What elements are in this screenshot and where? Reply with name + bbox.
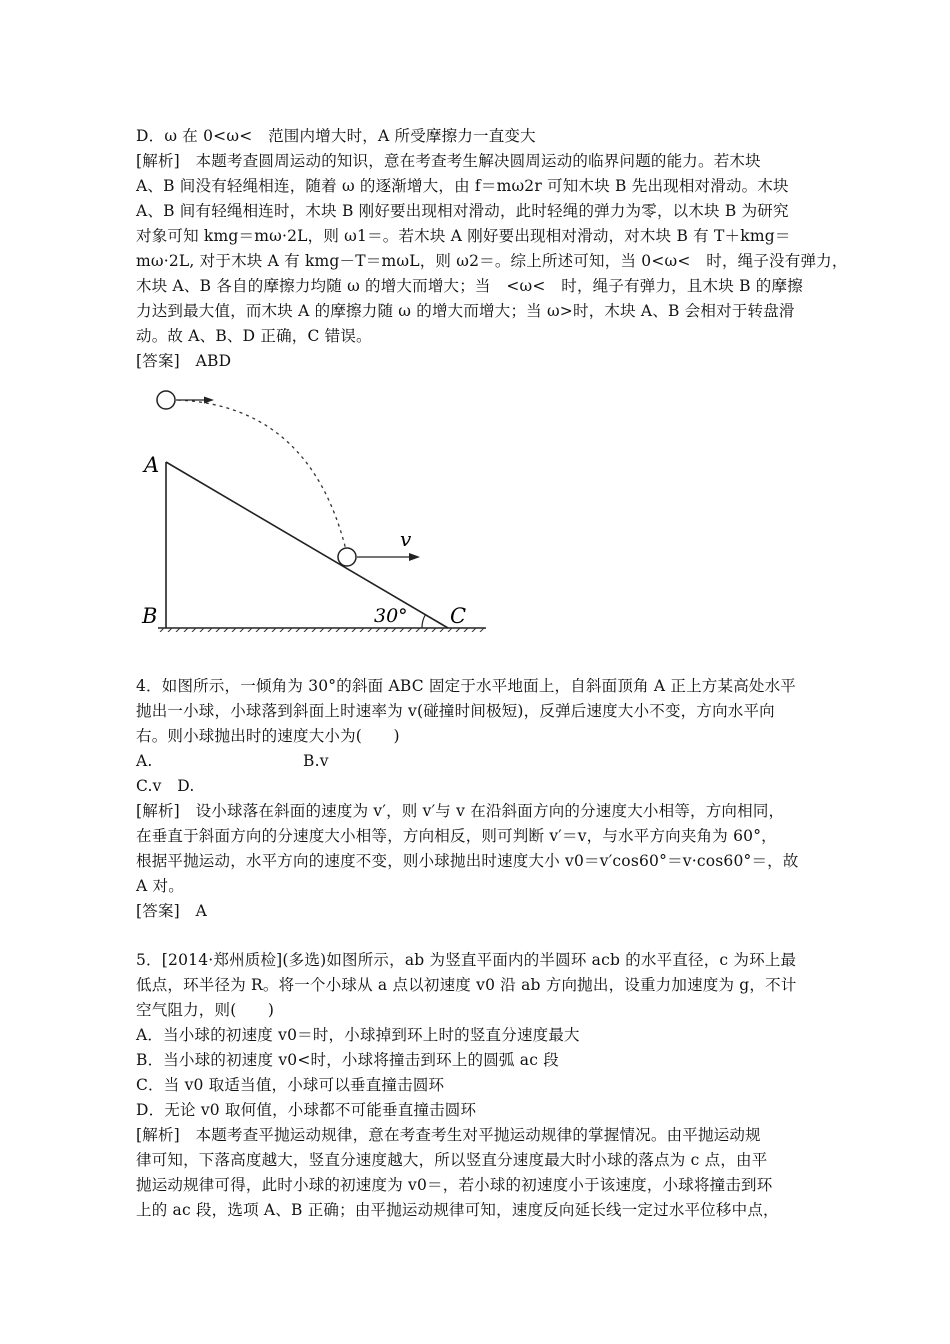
q5-analysis-line: 抛运动规律可得，此时小球的初速度为 v0＝，若小球的初速度小于该速度，小球将撞击到环 — [136, 1176, 773, 1194]
q4-option-a: A. — [136, 752, 153, 770]
q3-analysis-line: 对象可知 kmg＝mω·2L，则 ω1＝。若木块 A 刚好要出现相对滑动，对木块 B 有 T＋kmg＝ — [136, 227, 791, 245]
q3-option-d: D．ω 在 0<ω< 范围内增大时，A 所受摩擦力一直变大 — [136, 127, 536, 145]
q3-analysis-line: 力达到最大值，而木块 A 的摩擦力随 ω 的增大而增大；当 ω>时，木块 A、B 会相对于转盘滑 — [136, 302, 795, 320]
q5-option-d: D．无论 v0 取何值，小球都不可能垂直撞击圆环 — [136, 1101, 477, 1119]
q3-analysis-line: mω·2L, 对于木块 A 有 kmg－T＝mωL，则 ω2＝。综上所述可知，当 0<ω< 时，绳子没有弹力， — [136, 252, 848, 270]
label-b: B — [142, 604, 158, 628]
q4-answer: [答案] A — [136, 902, 207, 920]
arrowhead — [204, 397, 214, 404]
q3-analysis-line: 动。故 A、B、D 正确，C 错误。 — [136, 327, 372, 345]
q5-stem-line: 5．[2014·郑州质检](多选)如图所示，ab 为竖直平面内的半圆环 acb 的水平直径，c 为环上最 — [136, 951, 797, 969]
q3-analysis-line: A、B 间有轻绳相连时，木块 B 刚好要出现相对滑动，此时轻绳的弹力为零，以木块 B 为研究 — [136, 202, 789, 220]
q4-stem-line: 4．如图所示，一倾角为 30°的斜面 ABC 固定于水平地面上，自斜面顶角 A 正上方某高处水平 — [136, 677, 796, 695]
q5-stem-line: 低点，环半径为 R。将一个小球从 a 点以初速度 v0 沿 ab 方向抛出，设重力加速度为 g，不计 — [136, 976, 797, 994]
q5-analysis-line: [解析] 本题考查平抛运动规律，意在考查考生对平抛运动规律的掌握情况。由平抛运动规 — [136, 1126, 761, 1144]
q4-analysis-line: 根据平抛运动，水平方向的速度不变，则小球抛出时速度大小 v0＝v′cos60°＝v·cos60°＝，故 — [136, 852, 799, 870]
trajectory-dashed — [178, 400, 346, 550]
q3-analysis-line: [解析] 本题考查圆周运动的知识，意在考查考生解决圆周运动的临界问题的能力。若木块 — [136, 152, 761, 170]
q5-option-b: B．当小球的初速度 v0<时，小球将撞击到环上的圆弧 ac 段 — [136, 1051, 559, 1069]
label-c: C — [450, 604, 467, 628]
q5-stem-line: 空气阻力，则( ) — [136, 1001, 275, 1019]
ball-start — [157, 391, 175, 409]
q3-analysis-line: 木块 A、B 各自的摩擦力均随 ω 的增大而增大；当 <ω< 时，绳子有弹力，且木块 B 的摩擦 — [136, 277, 803, 295]
ball-impact — [338, 548, 356, 566]
q4-analysis-line: 在垂直于斜面方向的分速度大小相等，方向相反，则可判断 v′＝v，与水平方向夹角为 60°， — [136, 827, 777, 845]
angle-arc — [422, 615, 426, 629]
q4-analysis-line: [解析] 设小球落在斜面的速度为 v′，则 v′与 v 在沿斜面方向的分速度大小相等，方向相同， — [136, 802, 785, 820]
q4-stem-line: 右。则小球抛出时的速度大小为( ) — [136, 727, 400, 745]
q4-option-b: B.v — [303, 752, 329, 770]
q5-analysis-line: 上的 ac 段，选项 A、B 正确；由平抛运动规律可知，速度反向延长线一定过水平位移中点， — [136, 1201, 779, 1219]
q3-analysis-line: A、B 间没有轻绳相连，随着 ω 的逐渐增大，由 f＝mω2r 可知木块 B 先出现相对滑动。木块 — [136, 177, 789, 195]
arrowhead — [409, 553, 420, 561]
label-a: A — [144, 453, 160, 477]
q5-option-c: C．当 v0 取适当值，小球可以垂直撞击圆环 — [136, 1076, 445, 1094]
label-v: v — [400, 527, 412, 551]
q5-option-a: A．当小球的初速度 v0＝时，小球掉到环上时的竖直分速度最大 — [136, 1026, 580, 1044]
q4-stem-line: 抛出一小球，小球落到斜面上时速率为 v(碰撞时间极短)，反弹后速度大小不变，方向水平向 — [136, 702, 775, 720]
q5-analysis-line: 律可知，下落高度越大，竖直分速度越大，所以竖直分速度最大时小球的落点为 c 点，由平 — [136, 1151, 768, 1169]
label-angle: 30° — [374, 605, 408, 627]
q4-analysis-line: A 对。 — [136, 877, 184, 895]
incline-projectile-figure — [130, 382, 500, 632]
q4-option-cd: C.v D. — [136, 777, 195, 795]
q3-answer: [答案] ABD — [136, 352, 232, 370]
